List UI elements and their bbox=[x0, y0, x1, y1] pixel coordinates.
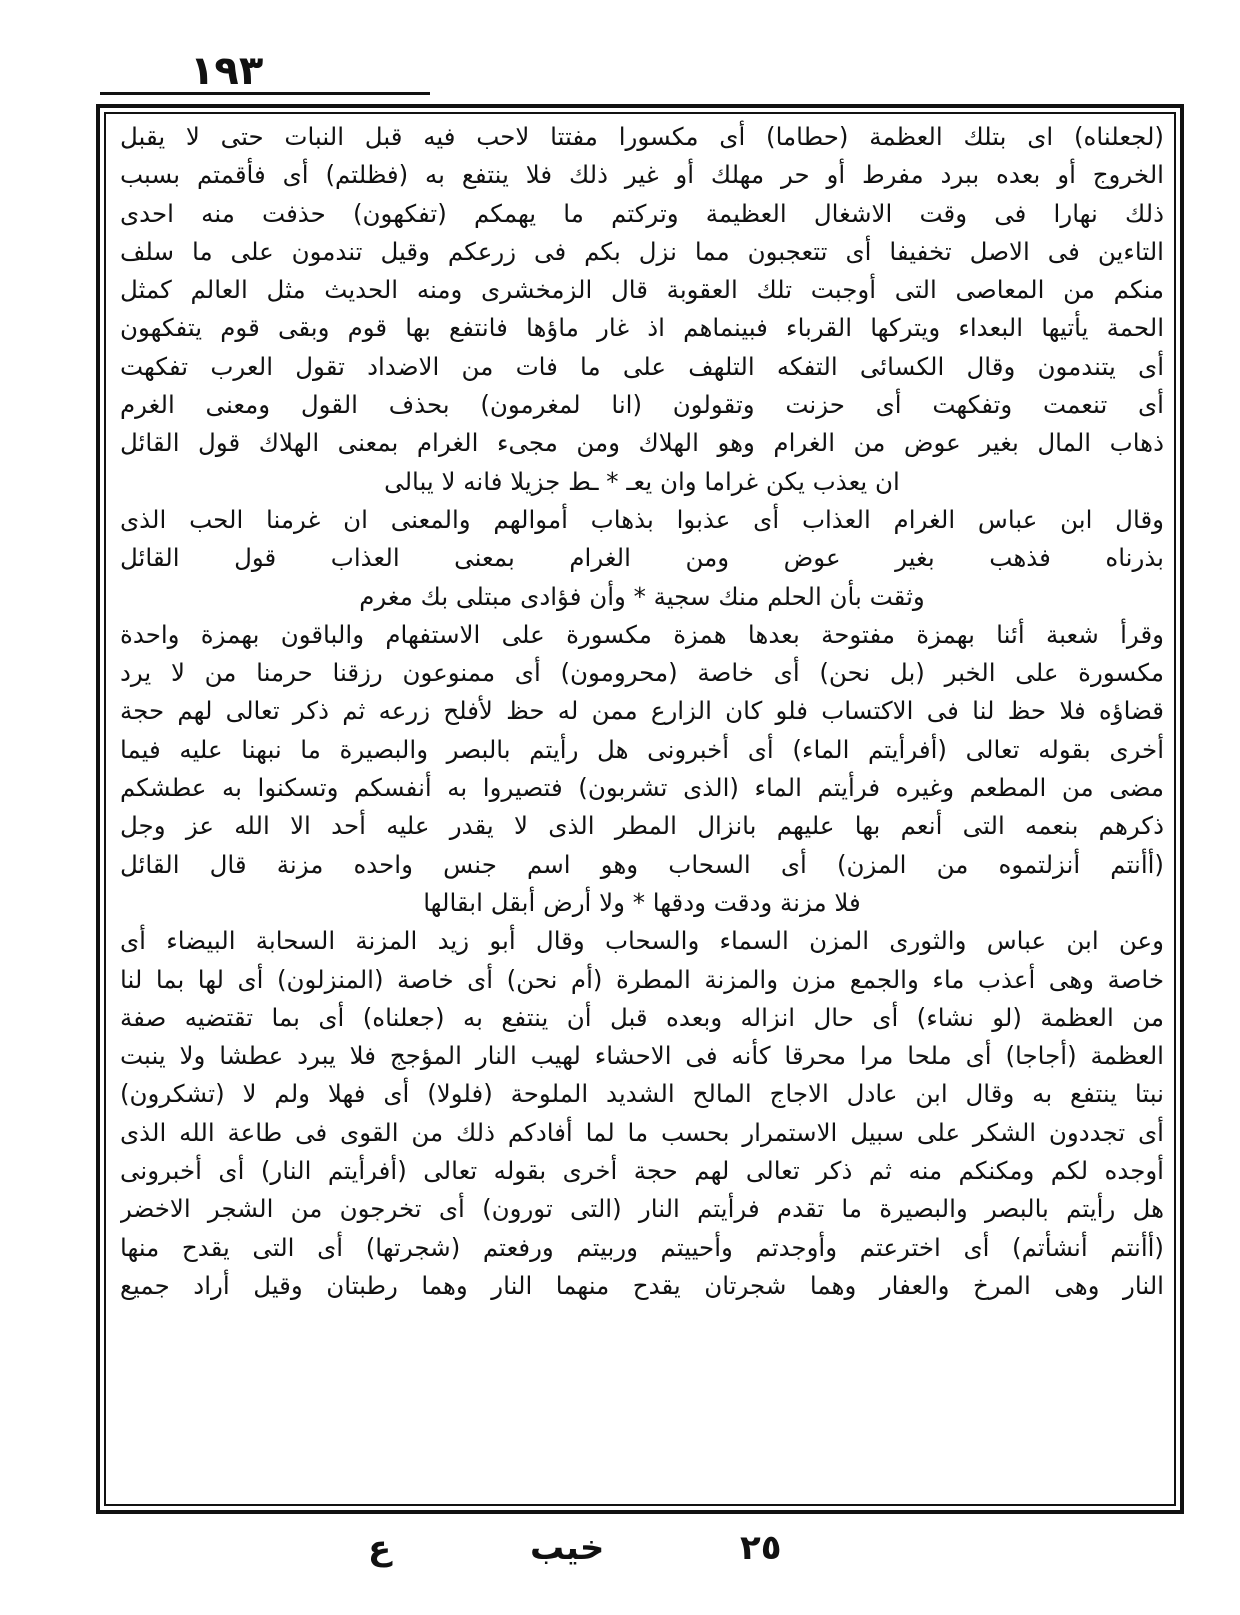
text-line: وعن ابن عباس والثورى المزن السماء والسحاب وقال أبو زيد المزنة السحابة البيضاء أى bbox=[120, 926, 1164, 956]
page-number: ١٩٣ bbox=[190, 48, 264, 94]
text-line: (أأنتم أنزلتموه من المزن) أى السحاب وهو اسم جنس واحده مزنة قال القائل bbox=[120, 849, 1164, 879]
page-footer bbox=[0, 1528, 1240, 1578]
text-line: ذكرهم بنعمه التى أنعم بها عليهم بانزال المطر الذى لا يقدر عليه أحد الا الله عز وجل bbox=[120, 811, 1164, 841]
footer-number: ٢٥ bbox=[740, 1528, 782, 1568]
text-line: ذهاب المال بغير عوض من الغرام وهو الهلاك ومن مجىء الغرام بمعنى الهلاك قول القائل bbox=[120, 428, 1164, 458]
text-line: فلا مزنة ودقت ودقها * ولا أرض أبقل ابقالها bbox=[423, 887, 861, 917]
text-line: الحمة يأتيها البعداء ويتركها القرباء فبينماهم اذ غار ماؤها فانتفع بها قوم وبقى قوم يتفكهون bbox=[120, 313, 1164, 343]
text-line: بذرناه فذهب بغير عوض ومن الغرام بمعنى العذاب قول القائل bbox=[120, 543, 1164, 573]
top-rule bbox=[100, 92, 430, 95]
text-line: وقال ابن عباس الغرام العذاب أى عذبوا بذهاب أموالهم والمعنى ان غرمنا الحب الذى bbox=[120, 504, 1164, 534]
footer-letter: ع bbox=[368, 1528, 392, 1568]
text-line: خاصة وهى أعذب ماء والجمع مزن والمزنة المطرة (أم نحن) أى خاصة (المنزلون) أى لها بما لنا bbox=[120, 964, 1164, 994]
text-line: قضاؤه فلا حظ لنا فى الاكتساب فلو كان الزارع ممن له حظ لأفلح زرعه ثم ذكر تعالى لهم حجة bbox=[120, 696, 1164, 726]
text-line: من العظمة (لو نشاء) أى حال انزاله وبعده قبل أن ينتفع به (جعلناه) أى بما تقتضيه صفة bbox=[120, 1002, 1164, 1032]
main-text bbox=[120, 118, 1164, 1305]
text-line: هل رأيتم بالبصر والبصيرة ما تقدم فرأيتم النار (التى تورون) أى تخرجون من الشجر الاخضر bbox=[120, 1194, 1164, 1224]
text-line: وقرأ شعبة أئنا بهمزة مفتوحة بعدها همزة مكسورة على الاستفهام والباقون بهمزة واحدة bbox=[120, 619, 1164, 649]
text-line: التاءين فى الاصل تخفيفا أى تتعجبون مما نزل بكم فى زرعكم وقيل تندمون على ما سلف bbox=[120, 236, 1164, 266]
text-line: العظمة (أجاجا) أى ملحا مرا محرقا كأنه فى الاحشاء لهيب النار المؤجج فلا يبرد عطشا ولا ينبت bbox=[120, 1041, 1164, 1071]
text-line: ذلك نهارا فى وقت الاشغال العظيمة وتركتم ما يهمكم (تفكهون) حذفت منه احدى bbox=[120, 198, 1164, 228]
text-line: أى تجددون الشكر على سبيل الاستمرار بحسب ما لما أفادكم ذلك من القوى فى طاعة الله الذى bbox=[120, 1117, 1164, 1147]
text-line: وثقت بأن الحلم منك سجية * وأن فؤادى مبتلى بك مغرم bbox=[359, 581, 925, 611]
text-line: أى تنعمت وتفكهت أى حزنت وتقولون (انا لمغرمون) بحذف القول ومعنى الغرم bbox=[120, 390, 1164, 420]
text-line: أخرى بقوله تعالى (أفرأيتم الماء) أى أخبرونى هل رأيتم بالبصر والبصيرة ما نبهنا عليه فيما bbox=[120, 734, 1164, 764]
text-line: منكم من المعاصى التى أوجبت تلك العقوبة قال الزمخشرى ومنه الحديث مثل العالم كمثل bbox=[120, 275, 1164, 305]
text-line: نبتا ينتفع به وقال ابن عادل الاجاج المالح الشديد الملوحة (فلولا) أى فهلا ولم لا (تشكرون) bbox=[120, 1079, 1164, 1109]
text-line: أى يتندمون وقال الكسائى التفكه التلهف على ما فات من الاضداد تقول العرب تفكهت bbox=[120, 351, 1164, 381]
text-line: مكسورة على الخبر (بل نحن) أى خاصة (محرومون) أى ممنوعون رزقنا حرمنا من لا يرد bbox=[120, 658, 1164, 688]
text-line: أوجده لكم ومكنكم منه ثم ذكر تعالى لهم حجة أخرى بقوله تعالى (أفرأيتم النار) أى أخبرونى bbox=[120, 1156, 1164, 1186]
text-line: (لجعلناه) اى بتلك العظمة (حطاما) أى مكسورا مفتتا لاحب فيه قبل النبات حتى لا يقبل bbox=[120, 122, 1164, 151]
page-frame bbox=[96, 104, 1184, 1514]
text-line: مضى من المطعم وغيره فرأيتم الماء (الذى تشربون) فتصيروا به أنفسكم وتسكنوا به عطشكم bbox=[120, 773, 1164, 803]
text-line: الخروج أو بعده ببرد مفرط أو حر مهلك أو غير ذلك فلا ينتفع به (فظلتم) أى فأقمتم بسبب bbox=[120, 160, 1164, 190]
text-line: ان يعذب يكن غراما وان يعـ * ـط جزيلا فانه لا يبالى bbox=[384, 466, 900, 496]
footer-word: خيب bbox=[530, 1528, 605, 1568]
text-line: (أأنتم أنشأتم) أى اخترعتم وأوجدتم وأحييتم وربيتم ورفعتم (شجرتها) أى التى يقدح منها bbox=[120, 1232, 1164, 1262]
text-line: النار وهى المرخ والعفار وهما شجرتان يقدح منهما النار وهما رطبتان وقيل أراد جميع bbox=[120, 1270, 1164, 1300]
